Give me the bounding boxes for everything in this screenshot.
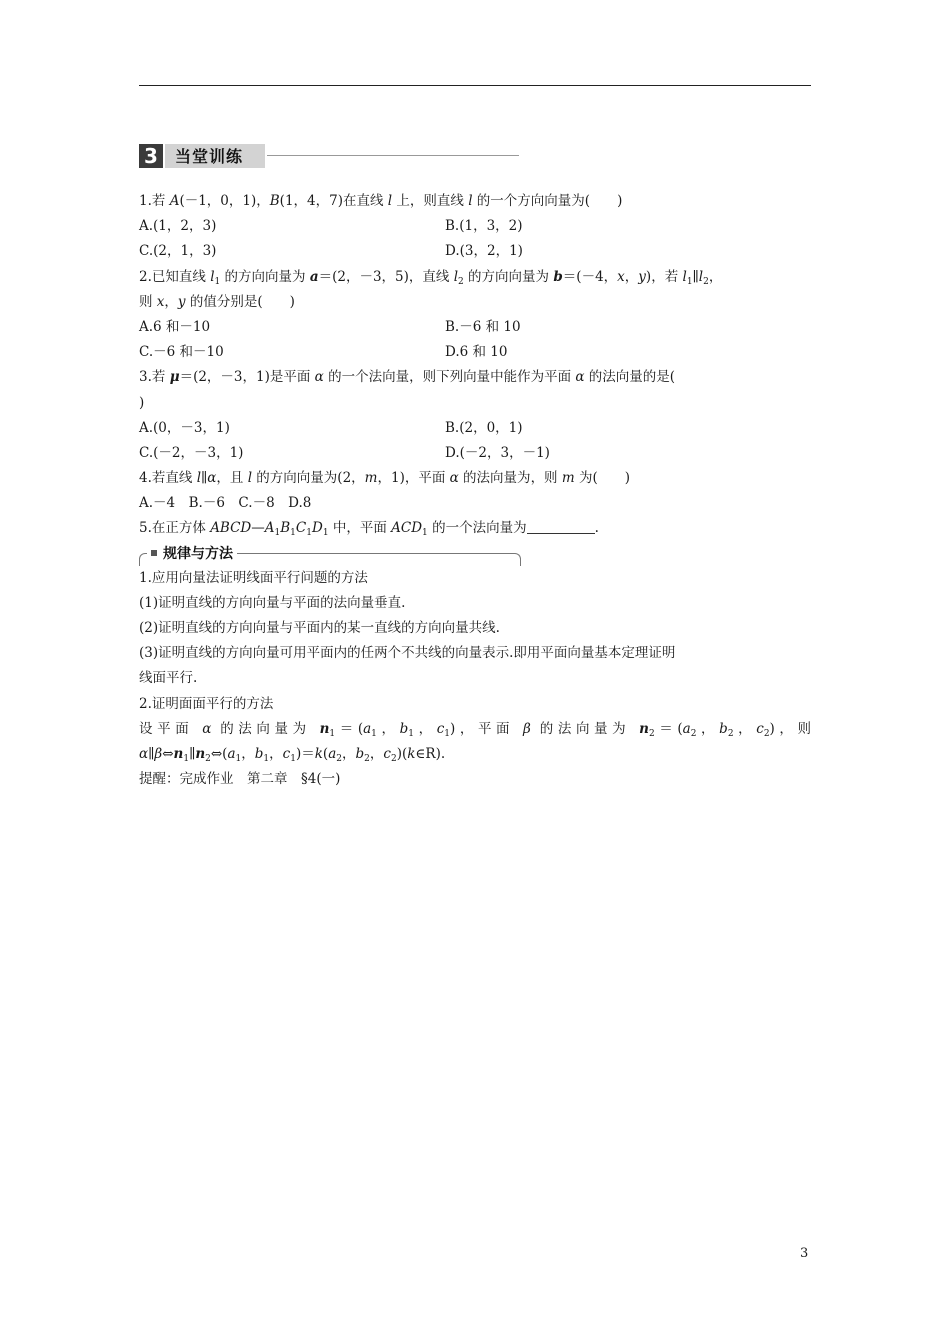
method-2-line-1: 设平面 α 的法向量为 $n_1=(a_1$，$b_1$，$c_1$)，平面 β 的法向量为 $n_2=(a_2$，$b_2$，$c_2$)，则 [139, 720, 812, 739]
option: A.(0，－3，1) [139, 419, 230, 436]
option: A.6 和－10 [139, 318, 211, 335]
answer-blank[interactable] [527, 519, 595, 534]
question-1-options-row-2 [139, 239, 811, 264]
header-rule [139, 85, 811, 86]
option: B.(1，3，2) [445, 218, 523, 235]
section-rule [267, 155, 519, 156]
option: C.－6 和－10 [139, 344, 224, 361]
option: B.(2，0，1) [445, 419, 523, 436]
question-1-options-row-1 [139, 214, 811, 239]
question-2-options-row-1 [139, 315, 811, 340]
option: D.(3，2，1) [445, 243, 523, 260]
question-2: 2.已知直线 $l_1$ 的方向向量为 a＝(2，－3，5)，直线 $l_2$ 的方向向量为 b＝(－4，x，y)，若 $l_1\parallel l_2$， [139, 268, 723, 287]
section-heading [139, 144, 524, 170]
question-4-options: A.－4 B.－6 C.－8 D.8 [139, 495, 312, 512]
question-1: 1.若 A(－1，0，1)，B(1，4，7)在直线 l 上，则直线 l 的一个方向向量为( ) [139, 193, 623, 209]
method-1-item-3-cont: 线面平行. [139, 670, 198, 687]
option: D.(－2，3，－1) [445, 444, 550, 461]
section-number: 3 [139, 144, 163, 168]
method-1-item-2: (2)证明直线的方向向量与平面内的某一直线的方向向量共线. [139, 620, 500, 636]
content [139, 189, 811, 792]
method-1-heading: 1.应用向量法证明线面平行问题的方法 [139, 569, 368, 586]
method-2-line-2: $\alpha\parallel\beta\Leftrightarrow n_1\parallel n_2\Leftrightarrow(a_1$，$b_1$，$c_1)=k(a_2$，$b_2$，$c_2)(k\in R)$. [139, 745, 446, 764]
question-4: 4.若直线 l∥α，且 l 的方向向量为(2，m，1)，平面 α 的法向量为，则 m 为( ) [139, 470, 630, 487]
section-title: 当堂训练 [175, 147, 244, 166]
method-1-item-1: (1)证明直线的方向向量与平面的法向量垂直. [139, 594, 406, 611]
method-1-item-3: (3)证明直线的方向向量可用平面内的任两个不共线的向量表示.即用平面向量基本定理证明 [139, 645, 676, 662]
option: D.6 和 10 [445, 344, 508, 361]
question-3-options-row-1 [139, 416, 811, 441]
question-3-options-row-2 [139, 441, 811, 466]
question-5: 5.在正方体 $ABCD—A_1B_1C_1D_1$ 中，平面 $ACD_1$ 的一个法向量为 . [139, 520, 599, 539]
question-3: 3.若 μ＝(2，－3，1)是平面 α 的一个法向量，则下列向量中能作为平面 α 的法向量的是( [139, 369, 676, 386]
method-2-heading: 2.证明面面平行的方法 [139, 695, 274, 712]
page-number: 3 [800, 1246, 809, 1261]
square-bullet-icon [151, 550, 157, 556]
methods-label: 规律与方法 [147, 544, 237, 564]
reminder: 提醒：完成作业 第二章 §4(一) [139, 771, 341, 788]
question-2-cont: 则 x，y 的值分别是( ) [139, 293, 295, 310]
question-3-cont: ) [139, 394, 145, 411]
option: A.(1，2，3) [139, 218, 217, 235]
option: C.(2，1，3) [139, 243, 217, 260]
option: B.－6 和 10 [445, 318, 521, 335]
option: C.(－2，－3，1) [139, 444, 244, 461]
methods-box-header [139, 544, 811, 566]
question-2-options-row-2 [139, 340, 811, 365]
